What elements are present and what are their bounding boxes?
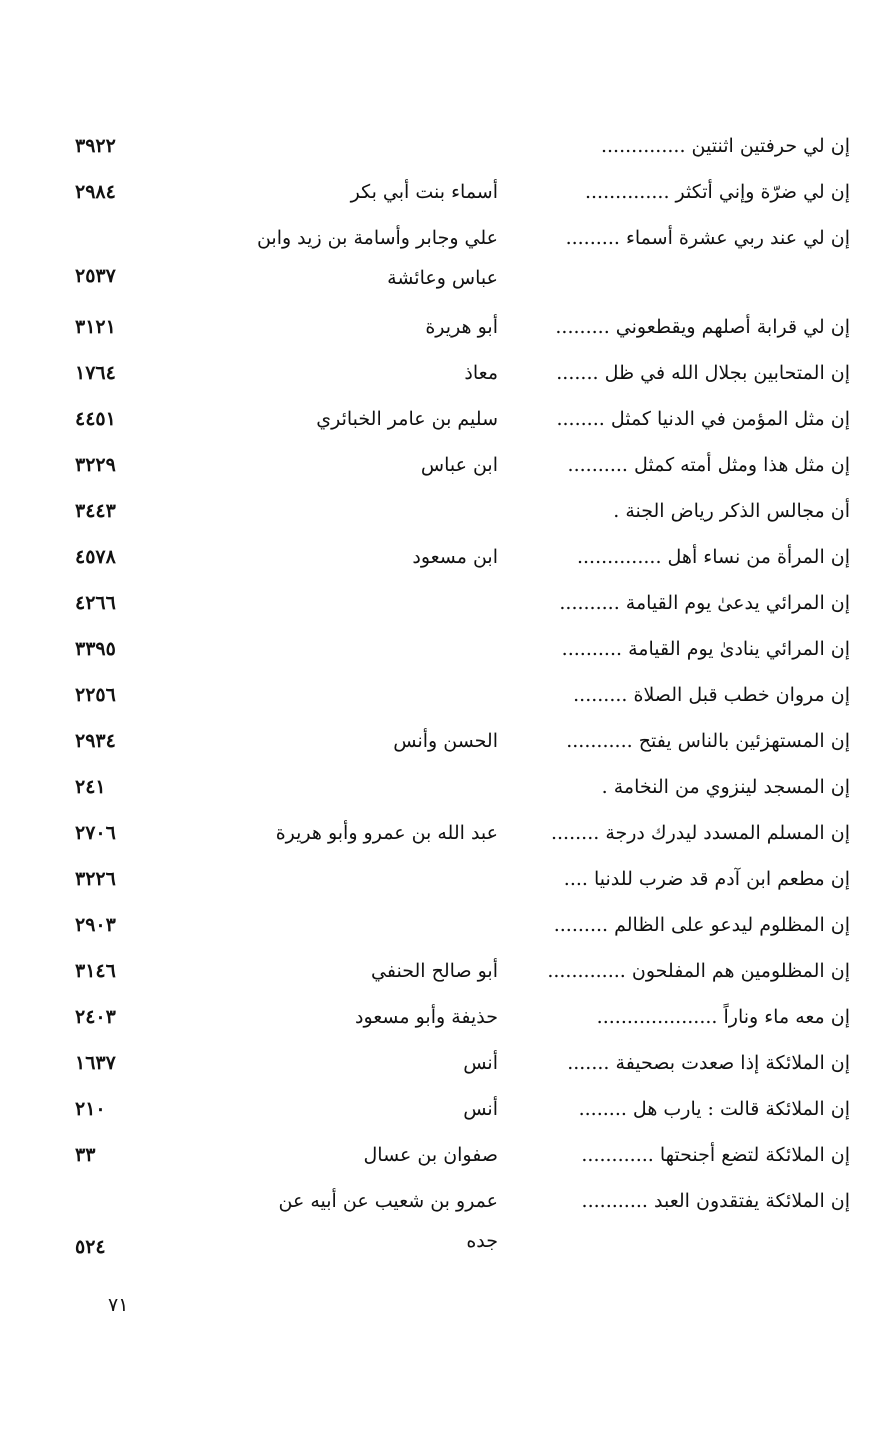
hadith-text: إن لي حرفتين اثنتين .............. bbox=[600, 135, 850, 157]
hadith-number: ٣٣ bbox=[75, 1144, 96, 1166]
hadith-text: إن المستهزئين بالناس يفتح ........... bbox=[566, 730, 850, 752]
hadith-number: ٢٥٣٧ bbox=[75, 265, 116, 287]
hadith-number: ٣٢٢٦ bbox=[75, 868, 116, 890]
hadith-text: إن الملائكة يفتقدون العبد ........... bbox=[581, 1190, 850, 1212]
hadith-number: ٢٧٠٦ bbox=[75, 822, 116, 844]
hadith-text: إن مطعم ابن آدم قد ضرب للدنيا .... bbox=[563, 868, 850, 890]
hadith-text: إن المظلومين هم المفلحون ............. bbox=[547, 960, 850, 982]
table-row bbox=[75, 537, 850, 583]
hadith-text: إن لي عند ربي عشرة أسماء ......... bbox=[565, 227, 850, 249]
table-row bbox=[75, 583, 850, 629]
table-row bbox=[75, 859, 850, 905]
table-row bbox=[75, 126, 850, 172]
narrator-name: الحسن وأنس bbox=[393, 730, 498, 752]
hadith-text: إن لي ضرّة وإني أتكثر .............. bbox=[584, 181, 850, 203]
hadith-number: ٤٥٧٨ bbox=[75, 546, 116, 568]
hadith-number: ٣٣٩٥ bbox=[75, 638, 116, 660]
table-row bbox=[75, 675, 850, 721]
table-row bbox=[75, 629, 850, 675]
table-row bbox=[75, 1181, 850, 1273]
table-row bbox=[75, 997, 850, 1043]
hadith-number: ٣٤٤٣ bbox=[75, 500, 116, 522]
hadith-text: إن مثل المؤمن في الدنيا كمثل ........ bbox=[556, 408, 850, 430]
narrator-name: ابن مسعود bbox=[412, 546, 498, 568]
narrator-name: عبد الله بن عمرو وأبو هريرة bbox=[275, 822, 498, 844]
hadith-text: إن مثل هذا ومثل أمته كمثل .......... bbox=[567, 454, 850, 476]
table-row bbox=[75, 1089, 850, 1135]
table-row bbox=[75, 1043, 850, 1089]
table-row bbox=[75, 445, 850, 491]
narrator-name: أنس bbox=[463, 1052, 498, 1074]
hadith-text: إن الملائكة قالت : يارب هل ........ bbox=[578, 1098, 850, 1120]
hadith-text: إن المظلوم ليدعو على الظالم ......... bbox=[553, 914, 850, 936]
table-row bbox=[75, 813, 850, 859]
narrator-name: ابن عباس bbox=[420, 454, 498, 476]
hadith-number: ٣٩٢٢ bbox=[75, 135, 116, 157]
hadith-number: ١٦٣٧ bbox=[75, 1052, 116, 1074]
table-row bbox=[75, 767, 850, 813]
hadith-number: ٢٩٣٤ bbox=[75, 730, 116, 752]
table-row bbox=[75, 1135, 850, 1181]
table-row bbox=[75, 353, 850, 399]
hadith-text: إن الملائكة إذا صعدت بصحيفة ....... bbox=[567, 1052, 850, 1074]
narrator-name: صفوان بن عسال bbox=[363, 1144, 498, 1166]
page-number: ٧١ bbox=[108, 1294, 129, 1316]
table-row bbox=[75, 905, 850, 951]
narrator-name: أبو هريرة bbox=[425, 316, 498, 338]
narrator-name: حذيفة وأبو مسعود bbox=[354, 1006, 498, 1028]
hadith-number: ٣١٢١ bbox=[75, 316, 116, 338]
hadith-number: ٤٢٦٦ bbox=[75, 592, 116, 614]
table-row bbox=[75, 721, 850, 767]
narrator-name: أسماء بنت أبي بكر bbox=[350, 181, 498, 203]
hadith-number: ٣١٤٦ bbox=[75, 960, 116, 982]
hadith-number: ٢٤٠٣ bbox=[75, 1006, 116, 1028]
hadith-number: ٤٤٥١ bbox=[75, 408, 116, 430]
hadith-text: إن مروان خطب قبل الصلاة ......... bbox=[573, 684, 850, 706]
hadith-text: إن المرائي ينادىٰ يوم القيامة .......... bbox=[561, 638, 850, 660]
hadith-text: أن مجالس الذكر رياض الجنة . bbox=[613, 500, 850, 522]
narrator-name: عمرو بن شعيب عن أبيه عن جده bbox=[278, 1190, 498, 1252]
hadith-number: ٥٢٤ bbox=[75, 1236, 106, 1258]
hadith-number: ٢١٠ bbox=[75, 1098, 106, 1120]
table-row bbox=[75, 491, 850, 537]
narrator-name: معاذ bbox=[464, 362, 498, 384]
narrator-name: علي وجابر وأسامة بن زيد وابن عباس وعائشة bbox=[256, 227, 498, 289]
hadith-text: إن المتحابين بجلال الله في ظل ....... bbox=[556, 362, 850, 384]
narrator-name: أنس bbox=[463, 1098, 498, 1120]
hadith-number: ٣٢٢٩ bbox=[75, 454, 116, 476]
narrator-name: أبو صالح الحنفي bbox=[371, 960, 498, 982]
hadith-text: إن لي قرابة أصلهم ويقطعوني ......... bbox=[555, 316, 850, 338]
hadith-text: إن المسجد لينزوي من النخامة . bbox=[601, 776, 850, 798]
table-row bbox=[75, 951, 850, 997]
table-row bbox=[75, 172, 850, 218]
hadith-index-table bbox=[75, 126, 850, 1273]
table-row bbox=[75, 218, 850, 307]
table-row bbox=[75, 399, 850, 445]
hadith-text: إن المسلم المسدد ليدرك درجة ........ bbox=[550, 822, 850, 844]
table-row bbox=[75, 307, 850, 353]
hadith-text: إن معه ماء وناراً .................... bbox=[596, 1006, 850, 1028]
narrator-name: سليم بن عامر الخبائري bbox=[316, 408, 498, 430]
hadith-text: إن المرائي يدعىٰ يوم القيامة .......... bbox=[559, 592, 850, 614]
hadith-number: ١٧٦٤ bbox=[75, 362, 116, 384]
hadith-number: ٢٩٨٤ bbox=[75, 181, 116, 203]
hadith-text: إن المرأة من نساء أهل .............. bbox=[576, 546, 850, 568]
hadith-text: إن الملائكة لتضع أجنحتها ............ bbox=[581, 1144, 850, 1166]
hadith-number: ٢٤١ bbox=[75, 776, 106, 798]
hadith-number: ٢٩٠٣ bbox=[75, 914, 116, 936]
hadith-number: ٢٢٥٦ bbox=[75, 684, 116, 706]
